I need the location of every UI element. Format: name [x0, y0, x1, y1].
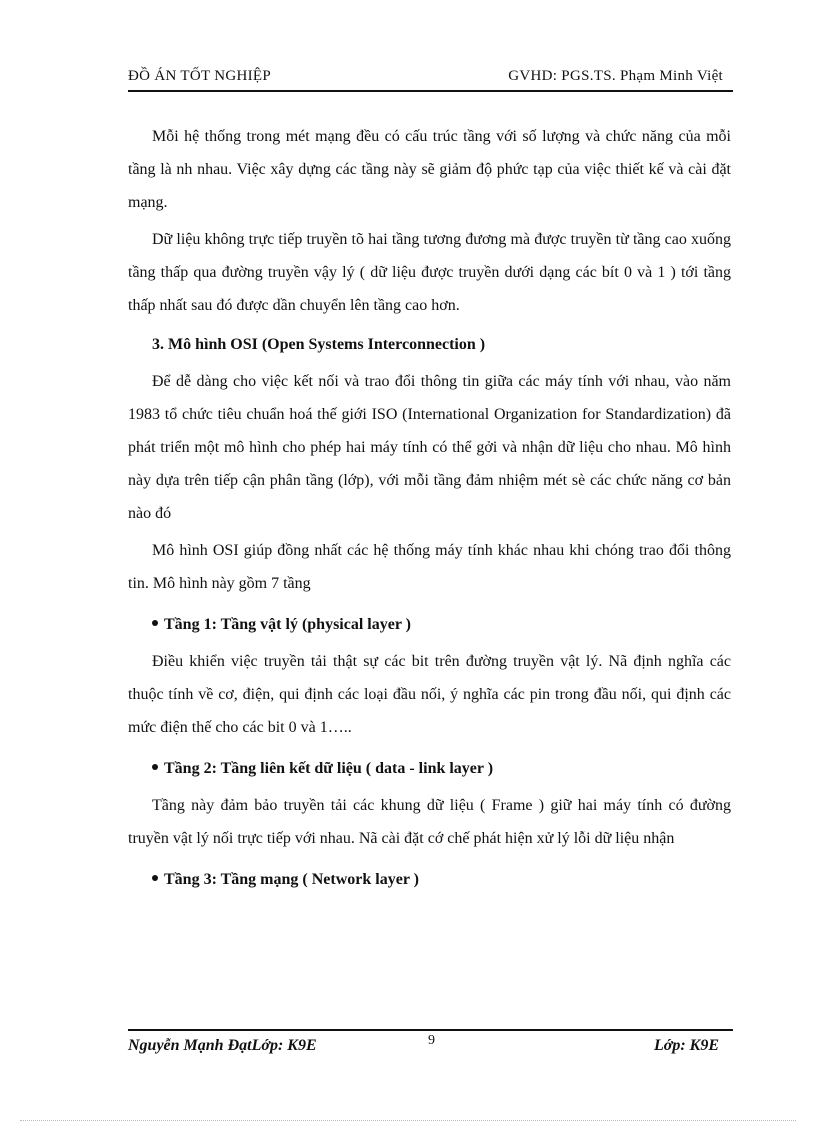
header-title: ĐỒ ÁN TỐT NGHIỆP — [128, 68, 271, 84]
bullet-label-3: Tầng 3: Tầng mạng ( Network layer ) — [164, 871, 419, 888]
header-advisor: GVHD: PGS.TS. Phạm Minh Việt — [508, 68, 723, 84]
page-number: 9 — [428, 1033, 435, 1048]
bullet-dot-icon — [152, 620, 158, 626]
paragraph-5: Điều khiển việc truyền tải thật sự các bit trên đường truyền vật lý. Nã định nghĩa các thuộc tính về cơ, điện, qui định các loại đầu nối, ý nghĩa các pin trong đầu nối, qui định các mức điện thế cho các bit 0 và 1….. — [128, 653, 731, 736]
bullet-label-1: Tầng 1: Tầng vật lý (physical layer ) — [164, 616, 411, 633]
page-bottom-divider — [20, 1120, 796, 1121]
page-footer — [128, 1029, 733, 1061]
paragraph-4: Mô hình OSI giúp đồng nhất các hệ thống máy tính khác nhau khi chóng trao đổi thông tin. Mô hình này gồm 7 tầng — [128, 542, 731, 592]
paragraph-3: Để dễ dàng cho việc kết nối và trao đổi thông tin giữa các máy tính với nhau, vào năm 1983 tổ chức tiêu chuẩn hoá thế giới ISO (International Organization for Standardization) đã phát triển một mô hình cho phép hai máy tính có thể gởi và nhận dữ liệu cho nhau. Mô hình này dựa trên tiếp cận phân tầng (lớp), với mỗi tầng đảm nhiệm mét sè các chức năng cơ bản nào đó — [128, 373, 731, 522]
bullet-dot-icon — [152, 875, 158, 881]
paragraph-6: Tầng này đảm bảo truyền tải các khung dữ liệu ( Frame ) giữ hai máy tính có đường truyền vật lý nối trực tiếp với nhau. Nã cài đặt cớ chế phát hiện xử lý lỗi dữ liệu nhận — [128, 797, 731, 847]
paragraph-2: Dữ liệu không trực tiếp truyền tõ hai tầng tương đương mà được truyền từ tầng cao xuống tầng thấp qua đường truyền vậy lý ( dữ liệu được truyền dưới dạng các bít 0 và 1 ) tới tầng thấp nhất sau đó được dần chuyển lên tầng cao hơn. — [128, 231, 731, 314]
bullet-item-3 — [152, 863, 731, 896]
footer-class: Lớp: K9E — [653, 1037, 719, 1054]
bullet-dot-icon — [152, 764, 158, 770]
footer-author: Nguyễn Mạnh ĐạtLớp: K9E — [128, 1037, 317, 1054]
document-body — [128, 120, 731, 900]
bullet-item-2 — [152, 752, 731, 785]
paragraph-1: Mỗi hệ thống trong mét mạng đều có cấu trúc tầng với số lượng và chức năng của mỗi tầng là nh nhau. Việc xây dựng các tầng này sẽ giảm độ phức tạp của việc thiết kế và cài đặt mạng. — [128, 128, 731, 211]
bullet-label-2: Tầng 2: Tầng liên kết dữ liệu ( data - link layer ) — [164, 760, 494, 777]
section-heading: 3. Mô hình OSI (Open Systems Interconnection ) — [152, 336, 486, 353]
page-header — [128, 66, 733, 92]
bullet-item-1 — [152, 608, 731, 641]
